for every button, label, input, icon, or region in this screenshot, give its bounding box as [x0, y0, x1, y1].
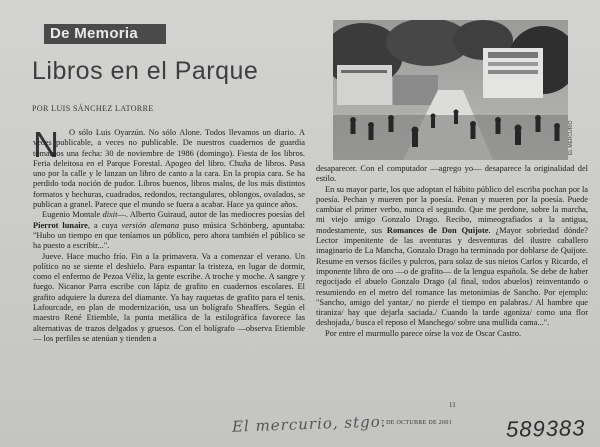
- park-photo-graphic: [333, 20, 568, 160]
- text-run-bold: Romances de Don Quijote: [386, 225, 489, 235]
- paragraph: [316, 185, 588, 329]
- article-column-1: [33, 124, 305, 344]
- paragraph: desaparecer. Con el computador —agrego yo— desaparece la originalidad del estilo.: [316, 164, 588, 184]
- section-banner: De Memoria: [44, 24, 166, 44]
- archive-stamp-number: 589383: [505, 415, 586, 442]
- article-column-2: [316, 164, 588, 339]
- byline: POR LUIS SÁNCHEZ LATORRE: [32, 104, 154, 113]
- text-run: —. Alberto Guiraud, autor de las mediocres poesías del: [117, 210, 305, 220]
- photo-credit: EL MERCURIO: [568, 120, 574, 155]
- drop-cap: N: [33, 124, 59, 165]
- text-run: Eugenio Montale: [42, 210, 103, 220]
- article-title: Libros en el Parque: [32, 57, 259, 85]
- park-photo: [333, 20, 568, 160]
- text-run-italic: versión alemana: [121, 220, 180, 230]
- paragraph: Por entre el murmullo parece oírse la voz de Oscar Castro.: [325, 328, 522, 338]
- handwritten-source-note: El mercurio, stgo.: [231, 412, 387, 436]
- text-run-italic: dixit: [102, 210, 118, 220]
- date-line: 7 DE OCTUBRE DE 2001: [381, 420, 452, 426]
- paragraph: [33, 210, 305, 251]
- paragraph: O sólo Luis Oyarzún. No sólo Alone. Todos llevamos un diario. A veces publicable, a veces no publicable. De nuestros cuadernos de guardia tomamos una fecha: 30 de noviembre de 1986 (domingo). Fiesta de los libros. Feria deleitosa en el Parque Forestal. Apogeo del libro. Chuña de libros. Pasa uno por la calle y le lanzan un libro de canto a la cara. En la propia cara. Se ha perdido toda noción de pudor. Libros buenos, libros malos, de los más distintos formatos y hechuras, cuadrados, redondos, rectangulares, oblongos, ovalados, se publican a granel. Parece que el mundo se fuera a acabar. Hace ya quince años.: [33, 128, 305, 210]
- text-run: . ¿Mayor sobriedad dónde? Lector impenitente de las aventuras y desventuras del ilustre caballero imaginario de La Mancha, Gonzalo Drago ha terminado por doblarse de Quijote. Resume en versos fáciles y pulcros, para solaz de sus nietos Carlos y Ricardo, el imponente libro de oro —o de grafito— de la lengua española. Se debe de haber regocijado el abuelo Gonzalo Drago (al final, todos abuelos) reinventando o resumiendo en el metro del romance las metonimias de Sancho. Por ejemplo: "Sancho, amigo del yantar,/ no pierde el tiempo en palabras./ Al hambre que tiraniza/ hay que dejarla saciada./ Cuando la tarde agoniza/ como una flor deshojada,/ busca el reposo el Manchego/ sobre una mullida cama...".: [316, 225, 588, 328]
- text-run: En su mayor parte, los que adoptan el hábito público del escriba pochan por la poesía. Pechan y mueren por la poesía. Penan y mueren por la poesía. Puede cambiar el primer verbo, nunca el segundo. Que me perdone, sobre la marcha, mi viejo amigo Gonzalo Drago. Recibo, mimeografiados a la antigua, modestamente, sus: [316, 184, 588, 235]
- page-number: 11: [449, 401, 456, 409]
- text-run: , a cuya: [87, 220, 122, 230]
- text-run: puso música Schönberg, apuntaba: "Hubo un tiempo en que teníamos un público, pero ahora también el público se ha puesto a escribir...".: [33, 220, 305, 251]
- text-run-bold: Pierrot lunaire: [33, 220, 88, 230]
- paragraph: Jueve. Hace mucho frío. Fin a la primavera. Va a comenzar el verano. Un político no se siente el deshielo. Para espantar la tristeza, en lugar de dormir, como el enfermo de Pezoa Véliz, la gente escribe. A troche y moche. A sangre y fuego. Nicanor Parra escribe con lápiz de grafito en cuadernos escolares. El grafito adquiere la dureza del diamante. Ya hay raquetas de grafito para el tenis. Lafourcade, en plan de modernización, usa un bolígrafo Sheaffers. Según el maestro René Etiemble, la punta metálica de la estilográfica favorece las alternativas de trazos delgados y gruesos. Con el bolígrafo —observa Etiemble— los perfiles se atenúan y tienden a: [33, 251, 305, 343]
